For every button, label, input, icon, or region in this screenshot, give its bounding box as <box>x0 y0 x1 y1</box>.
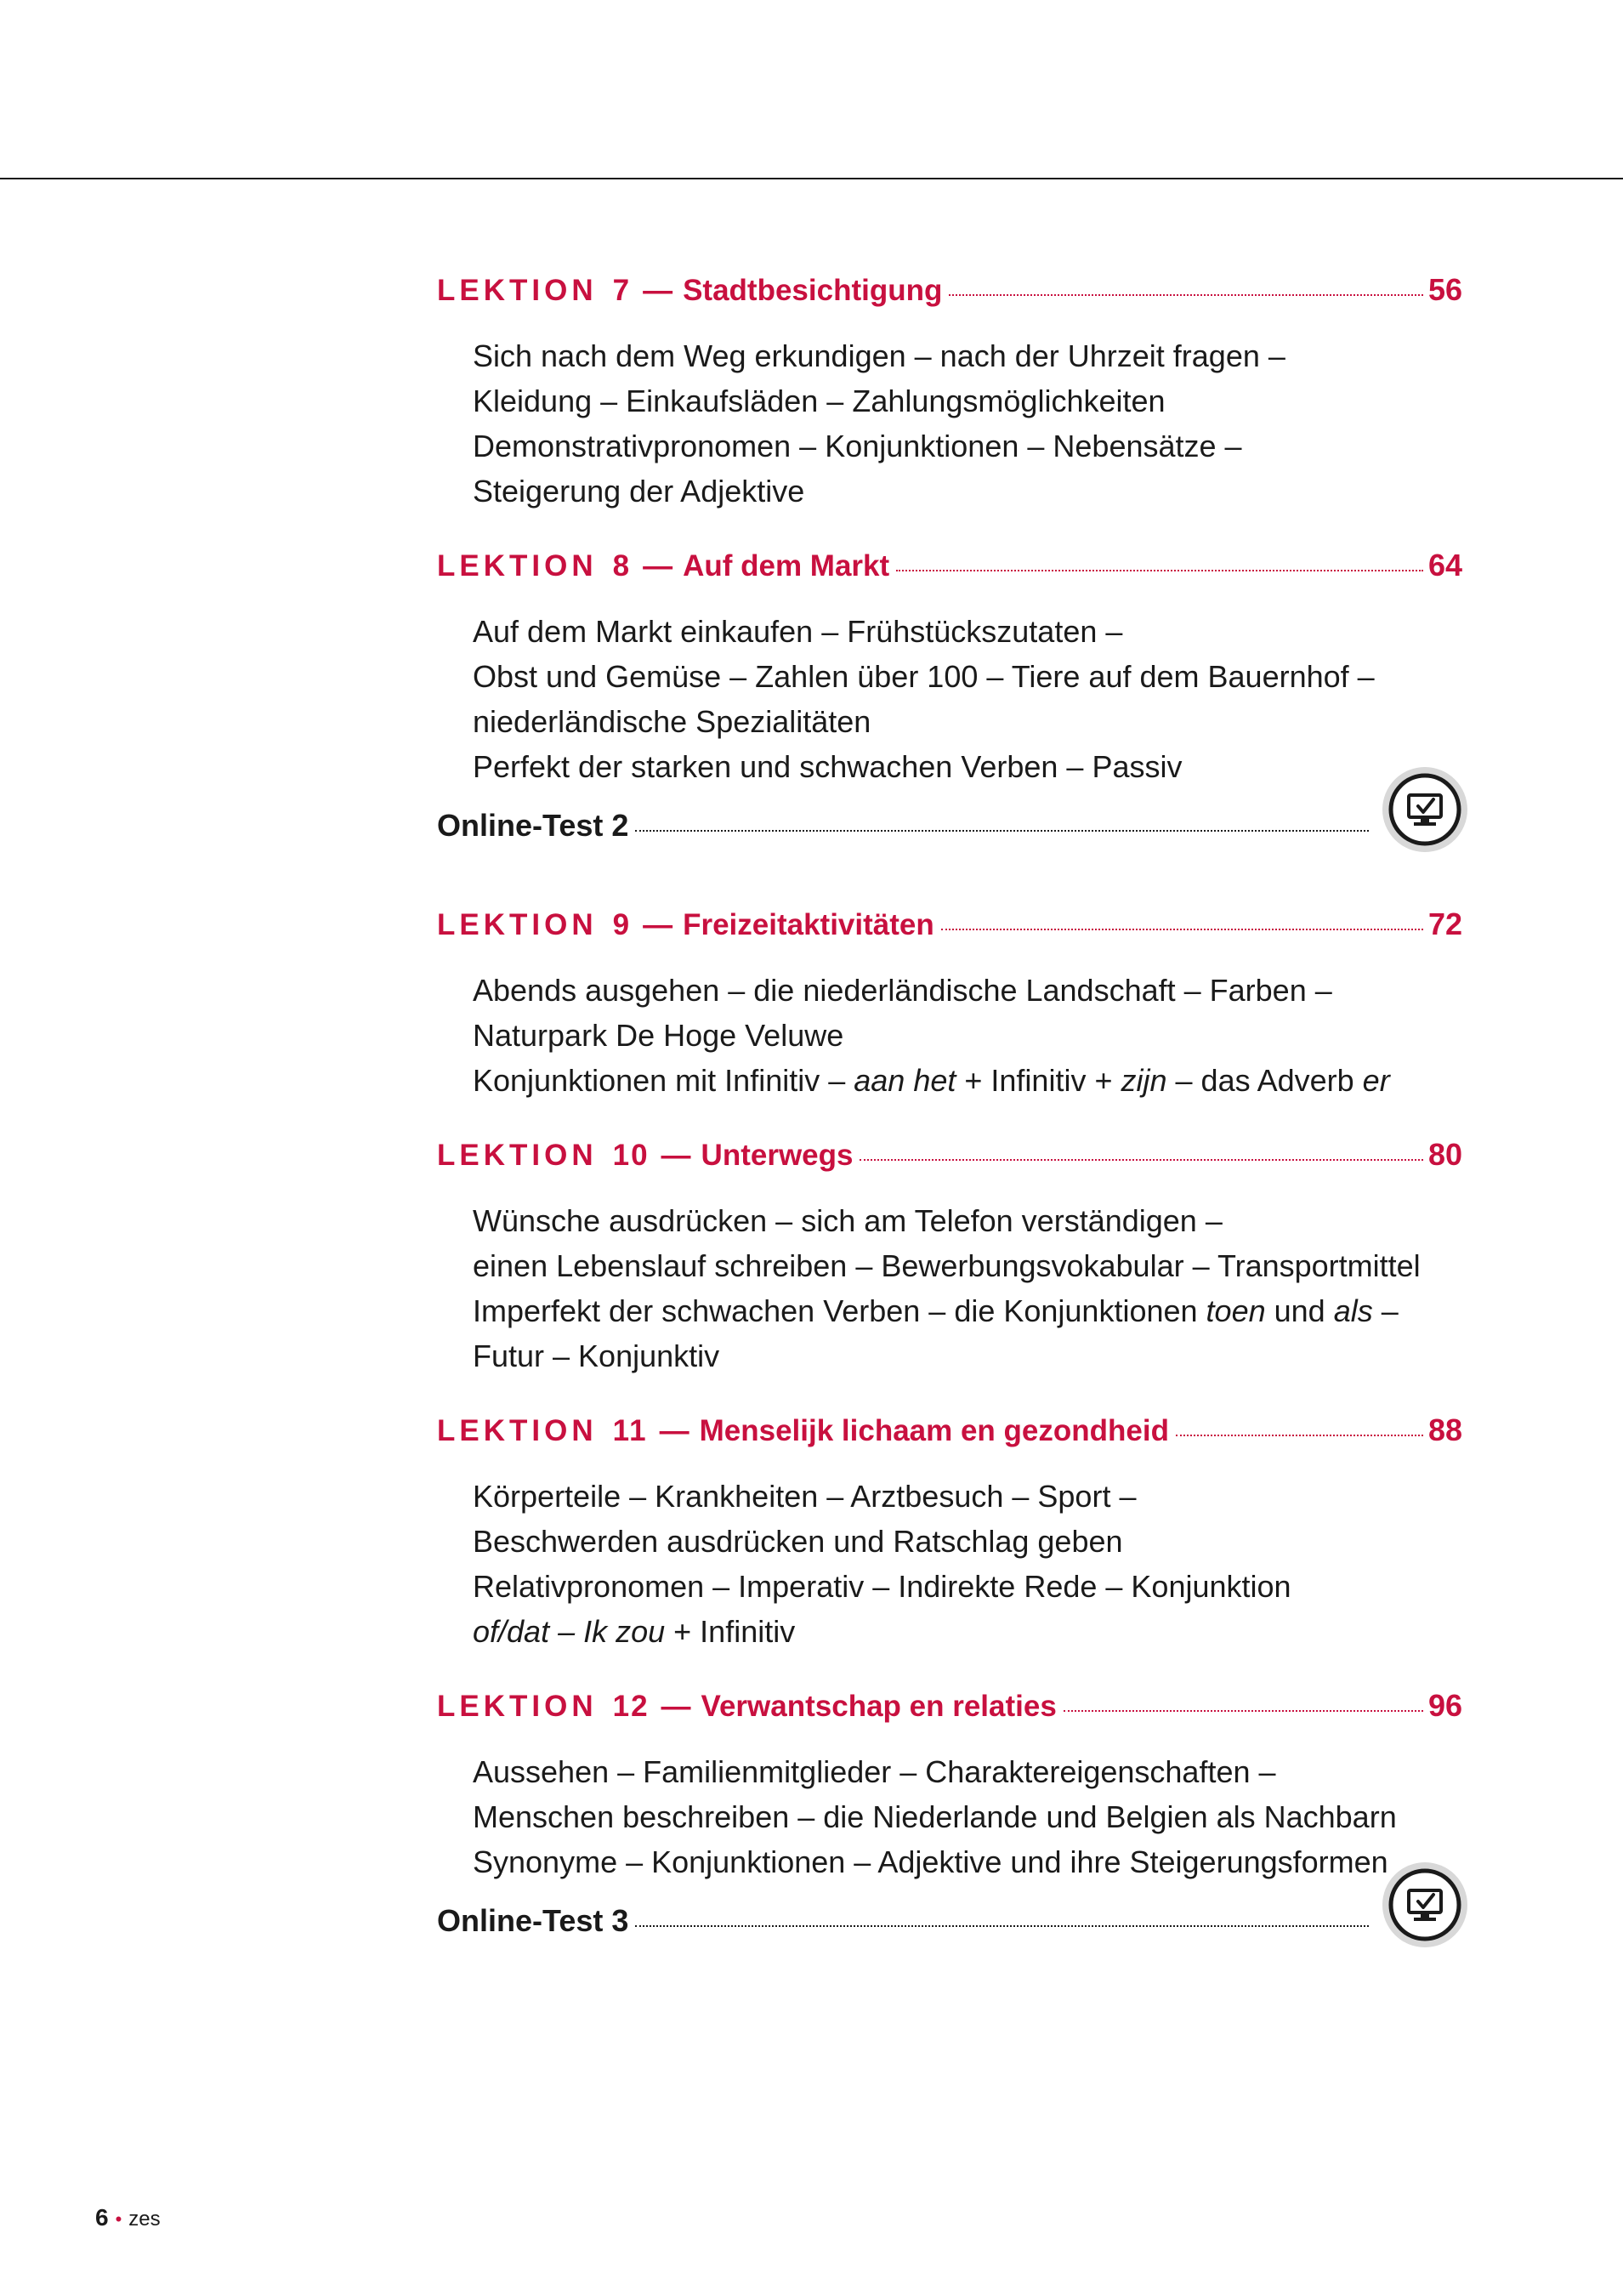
dot-leader <box>941 929 1423 930</box>
description-line: Kleidung – Einkaufsläden – Zahlungsmöglichkeiten <box>473 384 1166 418</box>
lesson-topic: Menselijk lichaam en gezondheid <box>699 1414 1169 1447</box>
description-line <box>473 1609 1462 1654</box>
page-number: 56 <box>1427 272 1462 307</box>
description-line: Futur – Konjunktiv <box>473 1338 720 1373</box>
description-line: Wünsche ausdrücken – sich am Telefon verständigen – <box>473 1203 1223 1238</box>
dot-leader <box>949 294 1423 296</box>
title-separator: — <box>659 1414 689 1447</box>
lesson-12-heading[interactable] <box>437 1688 1462 1749</box>
footer-page-word: zes <box>128 2208 161 2231</box>
dot-leader <box>635 1925 1369 1927</box>
text-span: Imperfekt der schwachen Verben – die Konjunktionen <box>473 1293 1206 1328</box>
page-number: 80 <box>1427 1137 1462 1172</box>
lesson-8-description <box>473 609 1462 789</box>
lesson-11-title <box>437 1414 1169 1448</box>
text-span: und <box>1265 1293 1334 1328</box>
description-line: Demonstrativpronomen – Konjunktionen – Nebensätze – <box>473 429 1242 463</box>
computer-check-icon[interactable] <box>1381 765 1469 854</box>
lesson-9 <box>437 906 1462 1103</box>
dot-leader <box>896 570 1423 571</box>
text-span: Konjunktionen mit Infinitiv – <box>473 1063 854 1098</box>
description-line: Auf dem Markt einkaufen – Frühstückszutaten – <box>473 614 1123 649</box>
italic-term: als <box>1333 1293 1373 1328</box>
page-number: 96 <box>1427 1688 1462 1723</box>
lesson-word: LEKTION <box>437 1139 598 1172</box>
lesson-11-description <box>473 1474 1462 1654</box>
lesson-10-description <box>473 1198 1462 1378</box>
page-footer <box>95 2204 161 2231</box>
description-line: Synonyme – Konjunktionen – Adjektive und ihre Steigerungsformen <box>473 1844 1388 1879</box>
description-line: Sich nach dem Weg erkundigen – nach der Uhrzeit fragen – <box>473 338 1285 373</box>
lesson-12-title <box>437 1690 1057 1724</box>
lesson-word: LEKTION <box>437 1690 598 1723</box>
lesson-12 <box>437 1688 1462 1884</box>
dot-leader <box>635 830 1369 832</box>
lesson-10-heading[interactable] <box>437 1137 1462 1198</box>
title-separator: — <box>661 1139 691 1172</box>
description-line: Körperteile – Krankheiten – Arztbesuch – Sport – <box>473 1479 1137 1514</box>
description-line: Relativpronomen – Imperativ – Indirekte Rede – Konjunktion <box>473 1569 1291 1604</box>
lesson-topic: Freizeitaktivitäten <box>683 908 934 941</box>
page-number: 64 <box>1427 548 1462 583</box>
description-line: Naturpark De Hoge Veluwe <box>473 1018 844 1053</box>
text-span: – <box>1372 1293 1399 1328</box>
lesson-10 <box>437 1137 1462 1378</box>
description-line: Menschen beschreiben – die Niederlande und Belgien als Nachbarn <box>473 1799 1397 1834</box>
italic-term: of/dat – Ik zou <box>473 1614 666 1649</box>
online-test-label: Online-Test 2 <box>437 808 629 843</box>
online-test-label: Online-Test 3 <box>437 1903 629 1938</box>
lesson-number: 12 <box>612 1690 650 1723</box>
lesson-8-heading[interactable] <box>437 548 1462 609</box>
lesson-7 <box>437 272 1462 514</box>
lesson-11-heading[interactable] <box>437 1412 1462 1474</box>
dot-leader <box>1176 1435 1423 1436</box>
description-line: Aussehen – Familienmitglieder – Charaktereigenschaften – <box>473 1754 1276 1789</box>
title-separator: — <box>643 908 673 941</box>
lesson-7-title <box>437 274 942 308</box>
lesson-number: 10 <box>612 1139 650 1172</box>
lesson-number: 11 <box>612 1414 648 1447</box>
lesson-topic: Stadtbesichtigung <box>683 274 943 307</box>
online-test-2[interactable] <box>437 808 1462 869</box>
page-number: 88 <box>1427 1412 1462 1447</box>
lesson-topic: Verwantschap en relaties <box>701 1690 1057 1723</box>
description-line: Perfekt der starken und schwachen Verben – Passiv <box>473 749 1183 784</box>
lesson-8-title <box>437 549 889 583</box>
lesson-7-description <box>473 333 1462 514</box>
lesson-7-heading[interactable] <box>437 272 1462 333</box>
lesson-word: LEKTION <box>437 549 598 583</box>
top-rule <box>0 178 1623 179</box>
dot-leader <box>860 1159 1422 1161</box>
lesson-11 <box>437 1412 1462 1654</box>
italic-term: er <box>1362 1063 1390 1098</box>
dot-leader <box>1064 1710 1423 1712</box>
lesson-topic: Auf dem Markt <box>683 549 890 583</box>
lesson-word: LEKTION <box>437 274 598 307</box>
lesson-8 <box>437 548 1462 789</box>
lesson-number: 9 <box>612 908 632 941</box>
italic-term: toen <box>1206 1293 1266 1328</box>
lesson-topic: Unterwegs <box>701 1139 854 1172</box>
text-span: + Infinitiv + <box>956 1063 1121 1098</box>
title-separator: — <box>643 549 673 583</box>
title-separator: — <box>661 1690 691 1723</box>
text-span: – das Adverb <box>1166 1063 1363 1098</box>
description-line <box>473 1058 1462 1103</box>
footer-page-number: 6 <box>95 2204 109 2231</box>
italic-term: aan het <box>854 1063 956 1098</box>
description-line: Steigerung der Adjektive <box>473 474 805 509</box>
italic-term: zijn <box>1121 1063 1167 1098</box>
description-line: niederländische Spezialitäten <box>473 704 871 739</box>
title-separator: — <box>643 274 673 307</box>
description-line: Beschwerden ausdrücken und Ratschlag geben <box>473 1524 1123 1559</box>
lesson-number: 7 <box>612 274 632 307</box>
computer-check-icon[interactable] <box>1381 1861 1469 1949</box>
table-of-contents <box>437 272 1462 2002</box>
text-span: + Infinitiv <box>665 1614 796 1649</box>
lesson-word: LEKTION <box>437 908 598 941</box>
page-number: 72 <box>1427 906 1462 941</box>
lesson-10-title <box>437 1139 853 1173</box>
lesson-word: LEKTION <box>437 1414 598 1447</box>
lesson-9-heading[interactable] <box>437 906 1462 968</box>
description-line <box>473 1288 1462 1333</box>
online-test-3[interactable] <box>437 1903 1462 1964</box>
lesson-number: 8 <box>612 549 632 583</box>
description-line: Obst und Gemüse – Zahlen über 100 – Tiere auf dem Bauernhof – <box>473 659 1375 694</box>
lesson-9-description <box>473 968 1462 1103</box>
lesson-12-description <box>473 1749 1462 1884</box>
lesson-9-title <box>437 908 934 942</box>
bullet-icon: • <box>115 2208 122 2230</box>
description-line: Abends ausgehen – die niederländische Landschaft – Farben – <box>473 973 1332 1008</box>
description-line: einen Lebenslauf schreiben – Bewerbungsvokabular – Transportmittel <box>473 1248 1421 1283</box>
